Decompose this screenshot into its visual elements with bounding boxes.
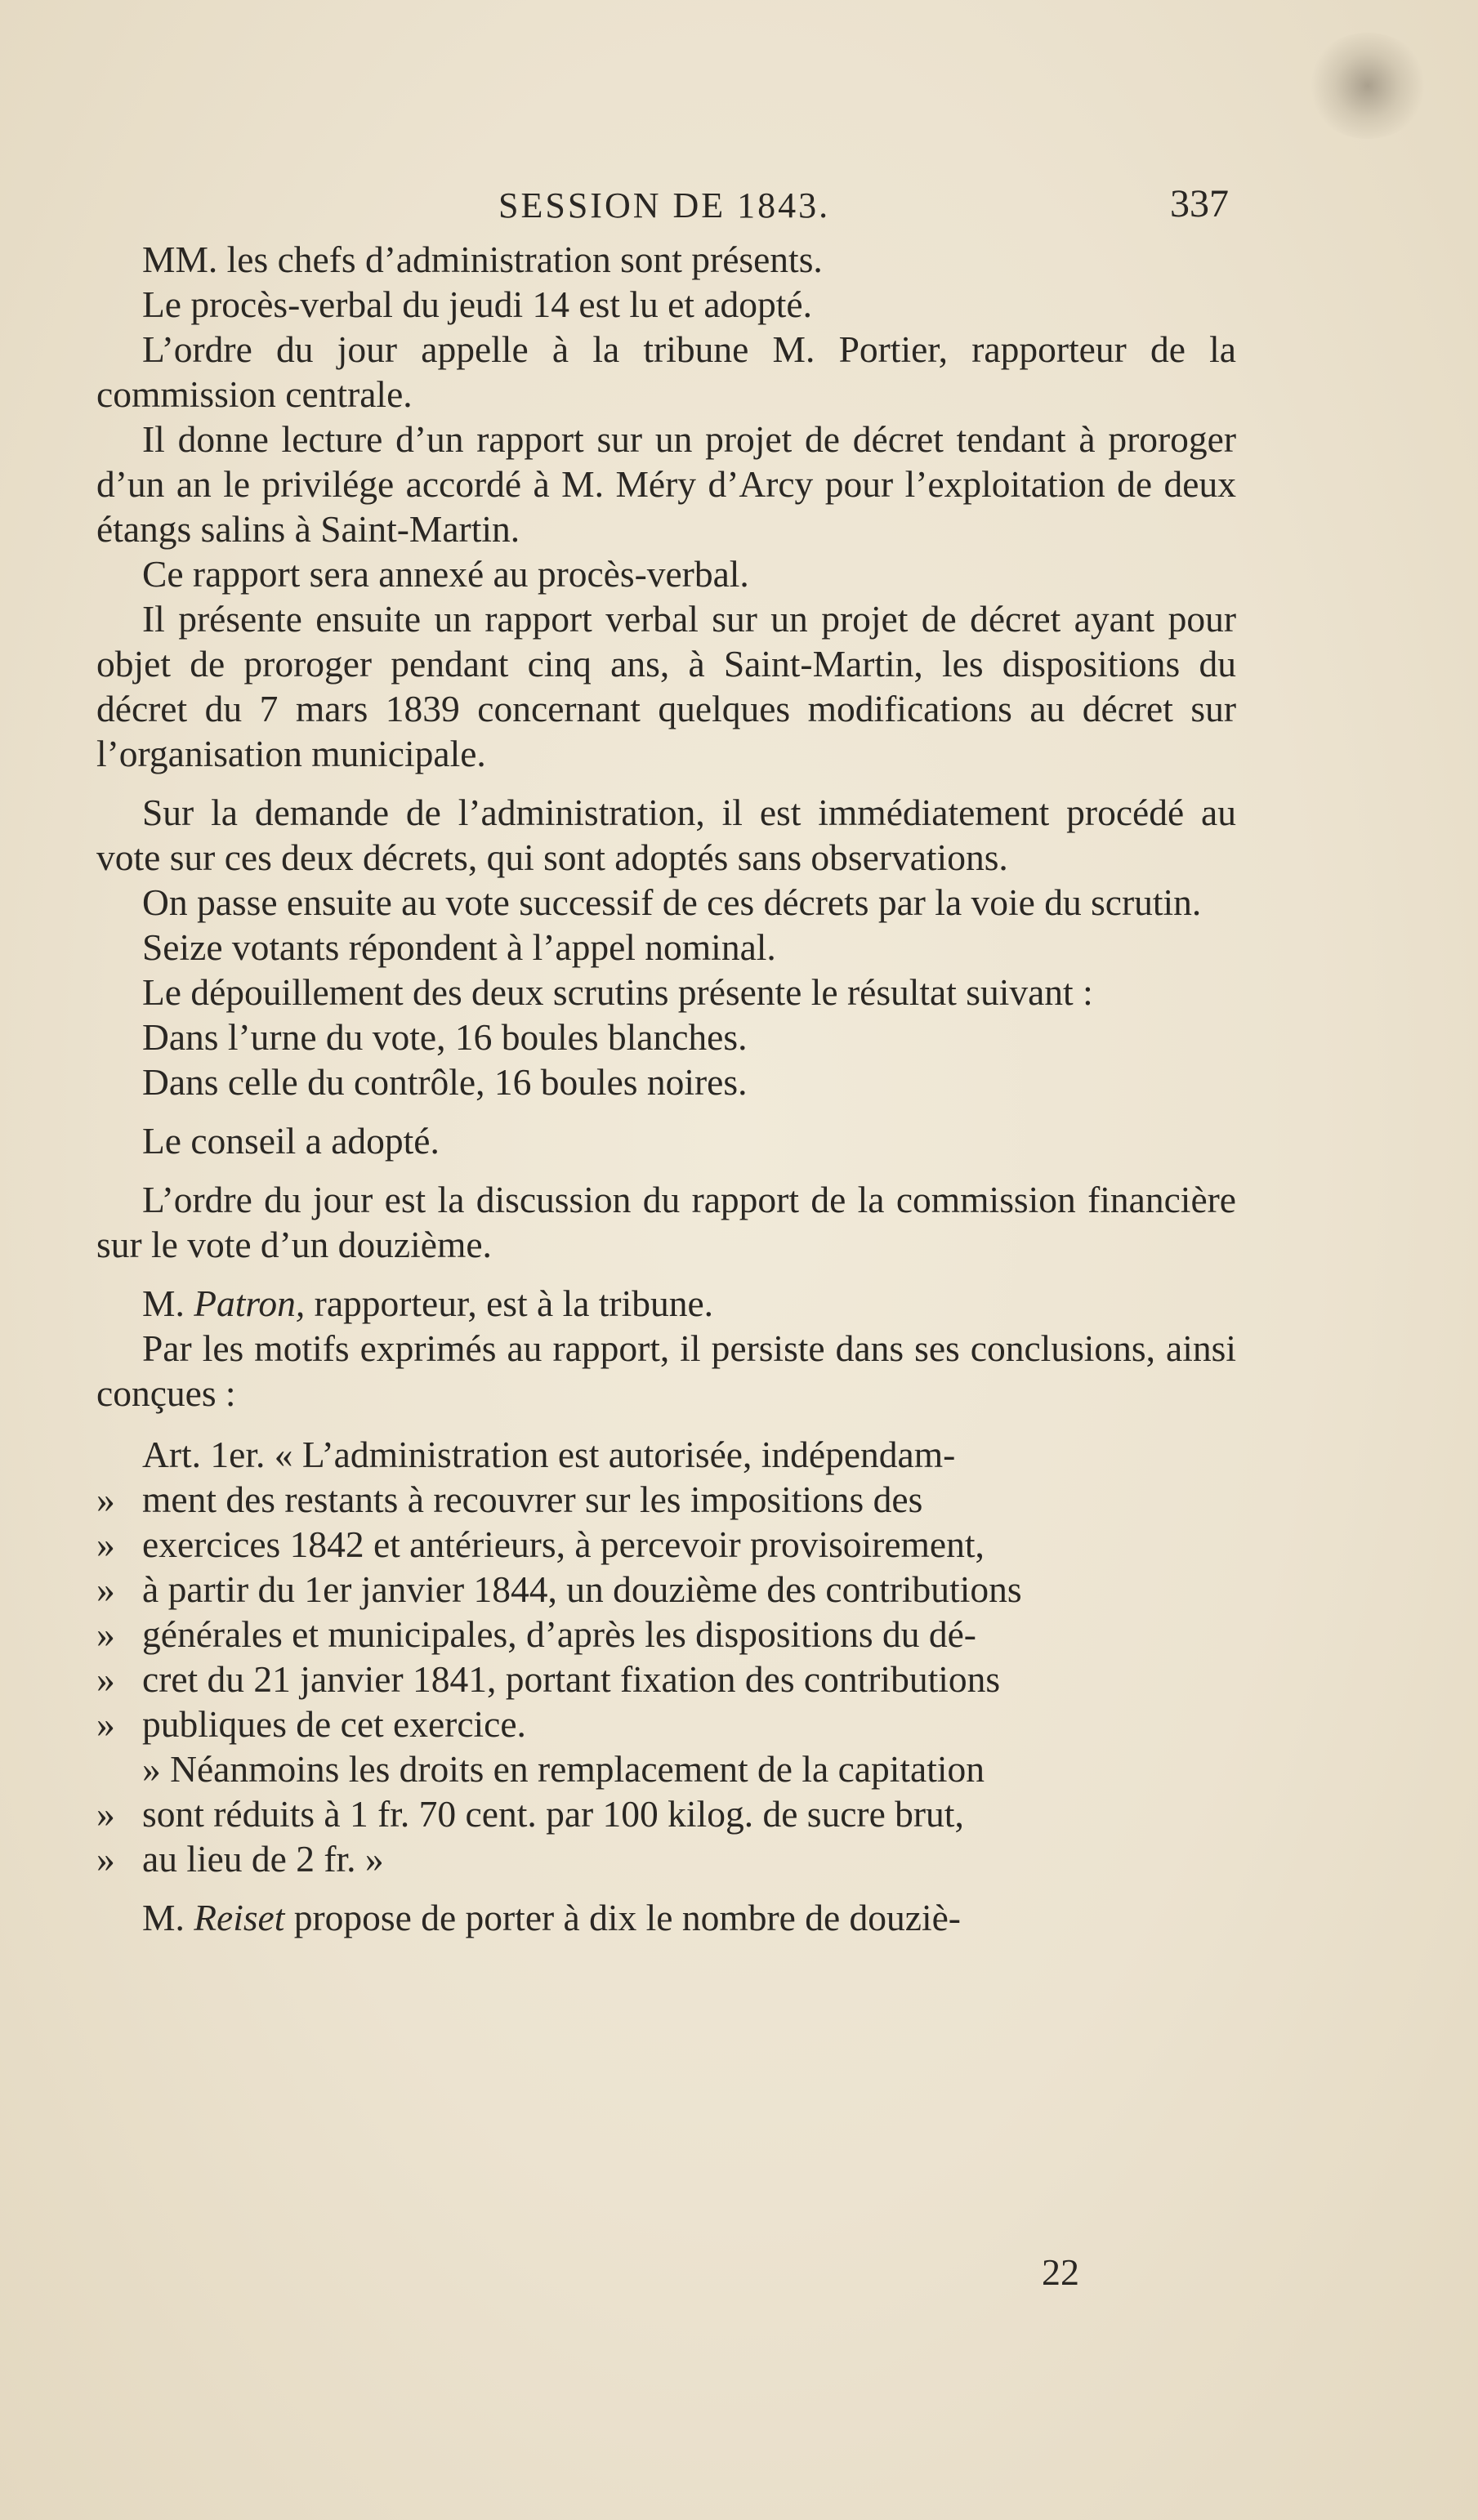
page-header	[0, 178, 1478, 235]
paragraph: Il présente ensuite un rapport verbal sur un projet de décret ayant pour objet de proroger pendant cinq ans, à Saint-Martin, les dispositions du décret du 7 mars 1839 concernant quelques modifications au décret sur l’organisation municipale.	[96, 598, 1236, 774]
quote-mark: »	[96, 1793, 115, 1835]
quote-mark: »	[96, 1838, 115, 1880]
reiset-name: Reiset	[194, 1897, 285, 1938]
article-line	[96, 1791, 1236, 1836]
paragraph: Ce rapport sera annexé au procès-verbal.	[142, 553, 749, 595]
article-text: au lieu de 2 fr. »	[142, 1838, 384, 1880]
paragraph: On passe ensuite au vote successif de ces décrets par la voie du scrutin.	[142, 881, 1202, 923]
paragraph-order-of-day: L’ordre du jour est la discussion du rapport de la commission financière sur le vote d’un douzième.	[96, 1179, 1236, 1265]
paragraph-reiset	[96, 1895, 1236, 1940]
paragraph-adopted: Le conseil a adopté.	[142, 1120, 440, 1162]
body-text	[96, 237, 1236, 1940]
quote-mark: »	[96, 1523, 115, 1565]
article-line	[96, 1746, 1236, 1791]
rapporteur-prefix: M.	[142, 1282, 185, 1324]
article-text: sont réduits à 1 fr. 70 cent. par 100 kilog. de sucre brut,	[142, 1793, 964, 1835]
article-text: exercices 1842 et antérieurs, à percevoir provisoirement,	[142, 1523, 985, 1565]
paragraph: Sur la demande de l’administration, il est immédiatement procédé au vote sur ces deux décrets, qui sont adoptés sans observations.	[96, 792, 1236, 878]
article-line	[96, 1522, 1236, 1567]
vote-result: Dans l’urne du vote, 16 boules blanches.	[142, 1016, 748, 1058]
article-line	[96, 1612, 1236, 1657]
paragraph-motifs: Par les motifs exprimés au rapport, il persiste dans ses conclusions, ainsi conçues :	[96, 1327, 1236, 1414]
article-text: » Néanmoins les droits en remplacement de la capitation	[142, 1748, 985, 1790]
article-line	[96, 1702, 1236, 1746]
article-line	[96, 1432, 1236, 1477]
quote-mark: »	[96, 1479, 115, 1520]
signature-mark: 22	[1042, 2251, 1079, 2293]
article-line	[96, 1657, 1236, 1702]
paragraph: Le dépouillement des deux scrutins présente le résultat suivant :	[142, 971, 1093, 1013]
article-line	[96, 1836, 1236, 1881]
paragraph: Le procès-verbal du jeudi 14 est lu et adopté.	[142, 283, 812, 325]
article-text: ment des restants à recouvrer sur les impositions des	[142, 1479, 923, 1520]
article-quote	[96, 1432, 1236, 1881]
quote-mark: »	[96, 1703, 115, 1745]
article-line	[96, 1477, 1236, 1522]
running-title: SESSION DE 1843.	[498, 185, 831, 225]
paper-stain	[1306, 33, 1429, 139]
article-text: cret du 21 janvier 1841, portant fixation des contributions	[142, 1658, 1001, 1700]
page-number: 337	[1170, 182, 1229, 225]
article-text: générales et municipales, d’après les dispositions du dé-	[142, 1613, 976, 1655]
reiset-prefix: M.	[142, 1897, 185, 1938]
article-text: publiques de cet exercice.	[142, 1703, 526, 1745]
article-text: à partir du 1er janvier 1844, un douzième des contributions	[142, 1568, 1022, 1610]
vote-result: Dans celle du contrôle, 16 boules noires.	[142, 1061, 748, 1103]
quote-mark: »	[96, 1568, 115, 1610]
rapporteur-name: Patron,	[194, 1282, 306, 1324]
quote-mark: »	[96, 1658, 115, 1700]
rapporteur-rest: rapporteur, est à la tribune.	[314, 1282, 714, 1324]
paragraph-rapporteur	[96, 1281, 1236, 1326]
paragraph: L’ordre du jour appelle à la tribune M. Portier, rapporteur de la commission centrale.	[96, 328, 1236, 415]
article-line	[96, 1567, 1236, 1612]
paragraph: Il donne lecture d’un rapport sur un projet de décret tendant à proroger d’un an le privilége accordé à M. Méry d’Arcy pour l’exploitation de deux étangs salins à Saint-Martin.	[96, 418, 1236, 550]
paragraph: MM. les chefs d’administration sont présents.	[142, 239, 823, 280]
article-text: Art. 1er. « L’administration est autorisée, indépendam-	[142, 1434, 956, 1475]
quote-mark: »	[96, 1613, 115, 1655]
paragraph: Seize votants répondent à l’appel nominal.	[142, 926, 776, 968]
reiset-rest: propose de porter à dix le nombre de douziè-	[293, 1897, 961, 1938]
